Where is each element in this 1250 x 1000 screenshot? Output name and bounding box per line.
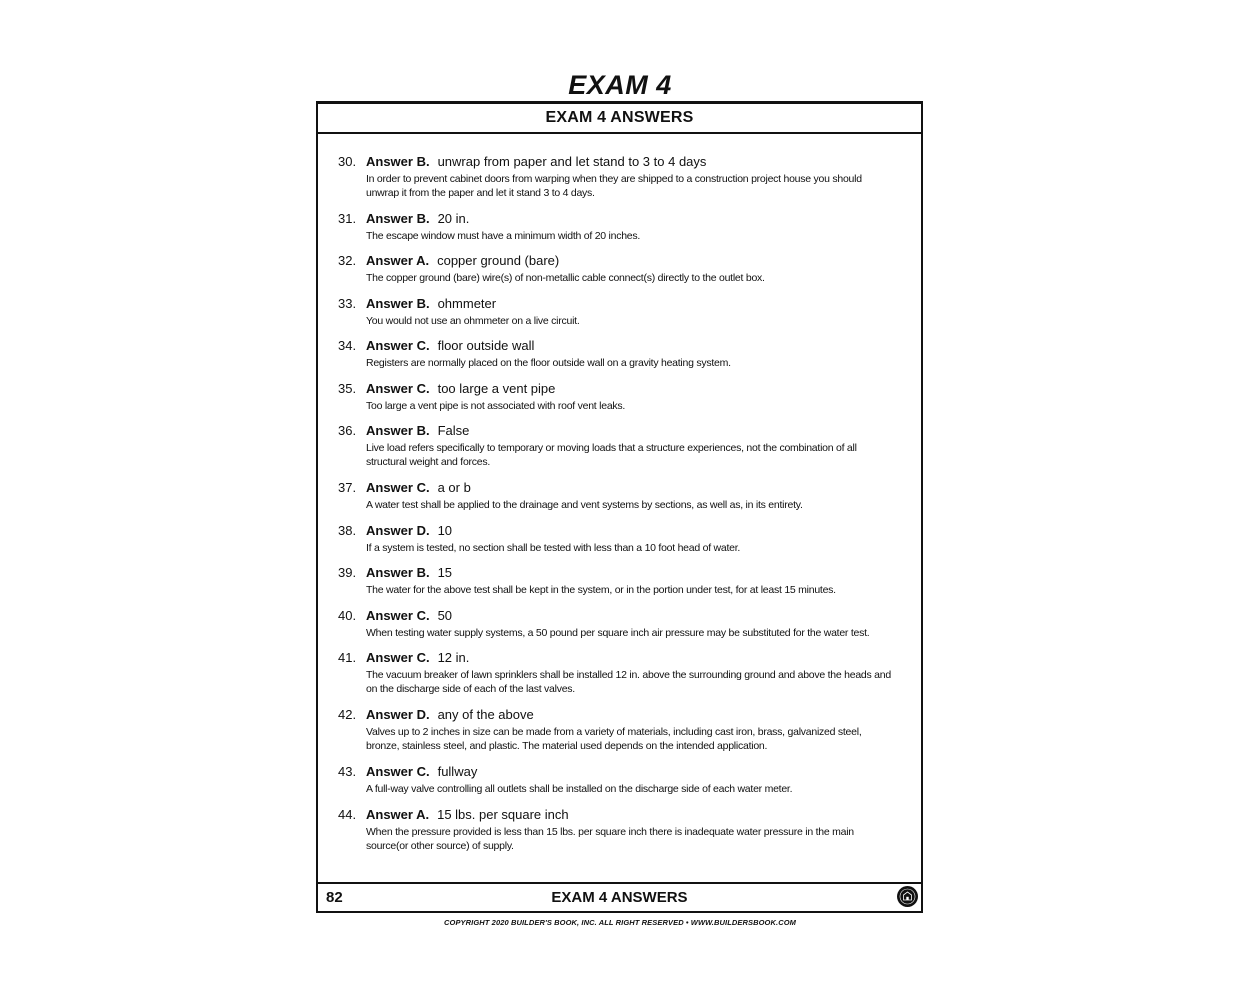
answer-letter: Answer B. [366, 211, 430, 226]
answer-explanation: You would not use an ohmmeter on a live circuit. [366, 315, 580, 327]
answer-number: 44. [338, 807, 357, 822]
answer-letter: Answer D. [366, 707, 430, 722]
answer-text: ohmmeter [437, 296, 497, 311]
answer-text: fullway [437, 764, 478, 779]
answer-explanation: The vacuum breaker of lawn sprinklers shall be installed 12 in. above the surrounding ground and above the heads and on the discharge side of each of the last valves. [366, 669, 891, 695]
answer-letter: Answer C. [366, 338, 430, 353]
answer-explanation: Live load refers specifically to temporary or moving loads that a structure experiences, not the combination of all structural weight and forces. [366, 442, 857, 468]
answer-explanation: When testing water supply systems, a 50 pound per square inch air pressure may be substituted for the water test. [366, 627, 870, 639]
answer-letter: Answer B. [366, 565, 430, 580]
exam-title: EXAM 4 [568, 70, 672, 100]
answer-letter: Answer B. [366, 154, 430, 169]
answer-number: 37. [338, 480, 357, 495]
answer-letter: Answer C. [366, 480, 430, 495]
answer-number: 42. [338, 707, 357, 722]
answer-explanation: In order to prevent cabinet doors from warping when they are shipped to a construction project house you should unwrap it from the paper and let it stand 3 to 4 days. [366, 173, 862, 199]
answer-explanation: Valves up to 2 inches in size can be made from a variety of materials, including cast iron, brass, galvanized steel, bronze, stainless steel, and plastic. The material used depends on the intended application. [366, 726, 862, 752]
footer-title: EXAM 4 ANSWERS [551, 889, 688, 906]
answer-number: 35. [338, 381, 357, 396]
answer-explanation: A full-way valve controlling all outlets shall be installed on the discharge side of each water meter. [366, 783, 793, 795]
answer-text: 15 [437, 565, 453, 580]
answers-footer [318, 882, 921, 911]
answer-explanation: The water for the above test shall be kept in the system, or in the portion under test, for at least 15 minutes. [366, 584, 836, 596]
answer-number: 31. [338, 211, 357, 226]
answer-number: 34. [338, 338, 357, 353]
answer-explanation: Registers are normally placed on the floor outside wall on a gravity heating system. [366, 357, 731, 369]
answer-letter: Answer C. [366, 608, 430, 623]
answer-explanation: If a system is tested, no section shall be tested with less than a 10 foot head of water. [366, 542, 741, 554]
answer-number: 30. [338, 154, 357, 169]
answer-explanation: A water test shall be applied to the drainage and vent systems by sections, as well as, in its entirety. [366, 499, 803, 511]
answer-text: 15 lbs. per square inch [437, 807, 569, 822]
answers-page-frame [316, 101, 923, 913]
answer-number: 43. [338, 764, 357, 779]
answer-text: False [437, 423, 470, 438]
answer-number: 38. [338, 523, 357, 538]
answer-explanation: When the pressure provided is less than 15 lbs. per square inch there is inadequate water pressure in the main source(or other source) of supply. [366, 826, 854, 852]
answer-number: 36. [338, 423, 357, 438]
page-number: 82 [326, 889, 343, 906]
answer-text: too large a vent pipe [437, 381, 556, 396]
answer-text: any of the above [437, 707, 534, 722]
answer-text: unwrap from paper and let stand to 3 to 4 days [437, 154, 707, 169]
answer-letter: Answer D. [366, 523, 430, 538]
copyright-notice: COPYRIGHT 2020 BUILDER'S BOOK, INC. ALL RIGHT RESERVED • WWW.BUILDERSBOOK.COM [444, 918, 796, 927]
answer-text: 20 in. [437, 211, 470, 226]
answer-letter: Answer C. [366, 650, 430, 665]
answer-text: 10 [437, 523, 453, 538]
answer-number: 41. [338, 650, 357, 665]
answer-number: 32. [338, 253, 357, 268]
answer-text: 12 in. [437, 650, 470, 665]
answers-header: EXAM 4 ANSWERS [318, 104, 921, 134]
answer-number: 33. [338, 296, 357, 311]
answer-explanation: The escape window must have a minimum width of 20 inches. [366, 230, 641, 242]
answer-text: floor outside wall [437, 338, 535, 353]
builders-book-seal-icon [897, 886, 918, 907]
answer-explanation: The copper ground (bare) wire(s) of non-metallic cable connect(s) directly to the outlet box. [366, 272, 765, 284]
answer-letter: Answer A. [366, 807, 430, 822]
answer-explanation: Too large a vent pipe is not associated with roof vent leaks. [366, 400, 626, 412]
answer-text: copper ground (bare) [437, 253, 560, 268]
answer-letter: Answer C. [366, 381, 430, 396]
answer-number: 39. [338, 565, 357, 580]
answer-letter: Answer B. [366, 423, 430, 438]
answer-text: a or b [437, 480, 471, 495]
answer-letter: Answer C. [366, 764, 430, 779]
answer-letter: Answer B. [366, 296, 430, 311]
answer-letter: Answer A. [366, 253, 430, 268]
answer-text: 50 [437, 608, 453, 623]
answer-number: 40. [338, 608, 357, 623]
